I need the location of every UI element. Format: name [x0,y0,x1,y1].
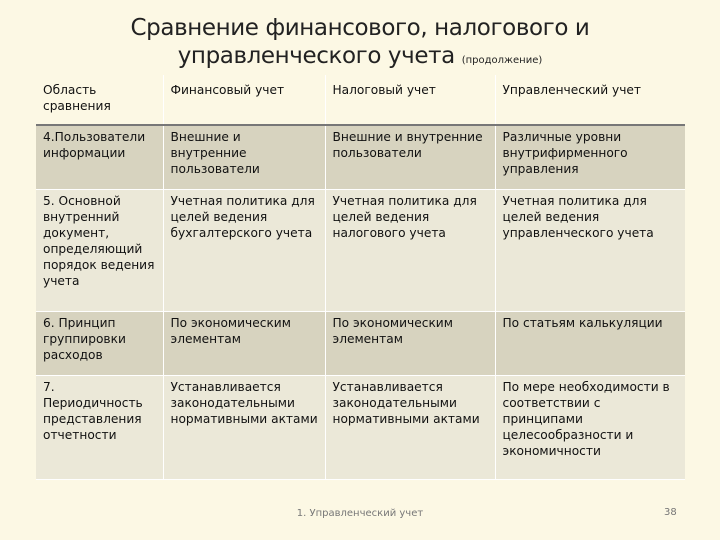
header-cell: Налоговый учет [325,75,495,125]
table-cell: По экономическим элементам [325,311,495,375]
table-cell: По экономическим элементам [163,311,325,375]
table-cell: По статьям калькуляции [495,311,685,375]
header-cell: Область сравнения [36,75,163,125]
title-line-2: управленческого учета [177,43,455,69]
table-cell: Устанавливается законодательными нормативными актами [325,375,495,479]
table-cell: 5. Основной внутренний документ, определяющий порядок ведения учета [36,189,163,311]
table-row [36,189,685,311]
table-row [36,375,685,479]
table-cell: Учетная политика для целей ведения бухгалтерского учета [163,189,325,311]
title-suffix: (продолжение) [461,55,543,66]
table-cell: Внешние и внутренние пользователи [163,125,325,189]
page-number: 38 [664,507,677,518]
table-cell: Учетная политика для целей ведения налогового учета [325,189,495,311]
header-cell: Управленческий учет [495,75,685,125]
table-cell: Внешние и внутренние пользователи [325,125,495,189]
table-cell: По мере необходимости в соответствии с принципами целесообразности и экономичности [495,375,685,479]
table-cell: Учетная политика для целей ведения управленческого учета [495,189,685,311]
title-line-1: Сравнение финансового, налогового и [130,15,590,41]
slide-footer: 1. Управленческий учет [296,508,424,519]
table-cell: 4.Пользователи информации [36,125,163,189]
table-row [36,311,685,375]
table-cell: Различные уровни внутрифирменного управления [495,125,685,189]
slide-title [60,14,660,75]
table-header-row [36,75,685,125]
table-row [36,125,685,189]
header-cell: Финансовый учет [163,75,325,125]
table-cell: 7. Периодичность представления отчетности [36,375,163,479]
table-cell: 6. Принцип группировки расходов [36,311,163,375]
comparison-table [36,75,685,480]
table-cell: Устанавливается законодательными нормативными актами [163,375,325,479]
